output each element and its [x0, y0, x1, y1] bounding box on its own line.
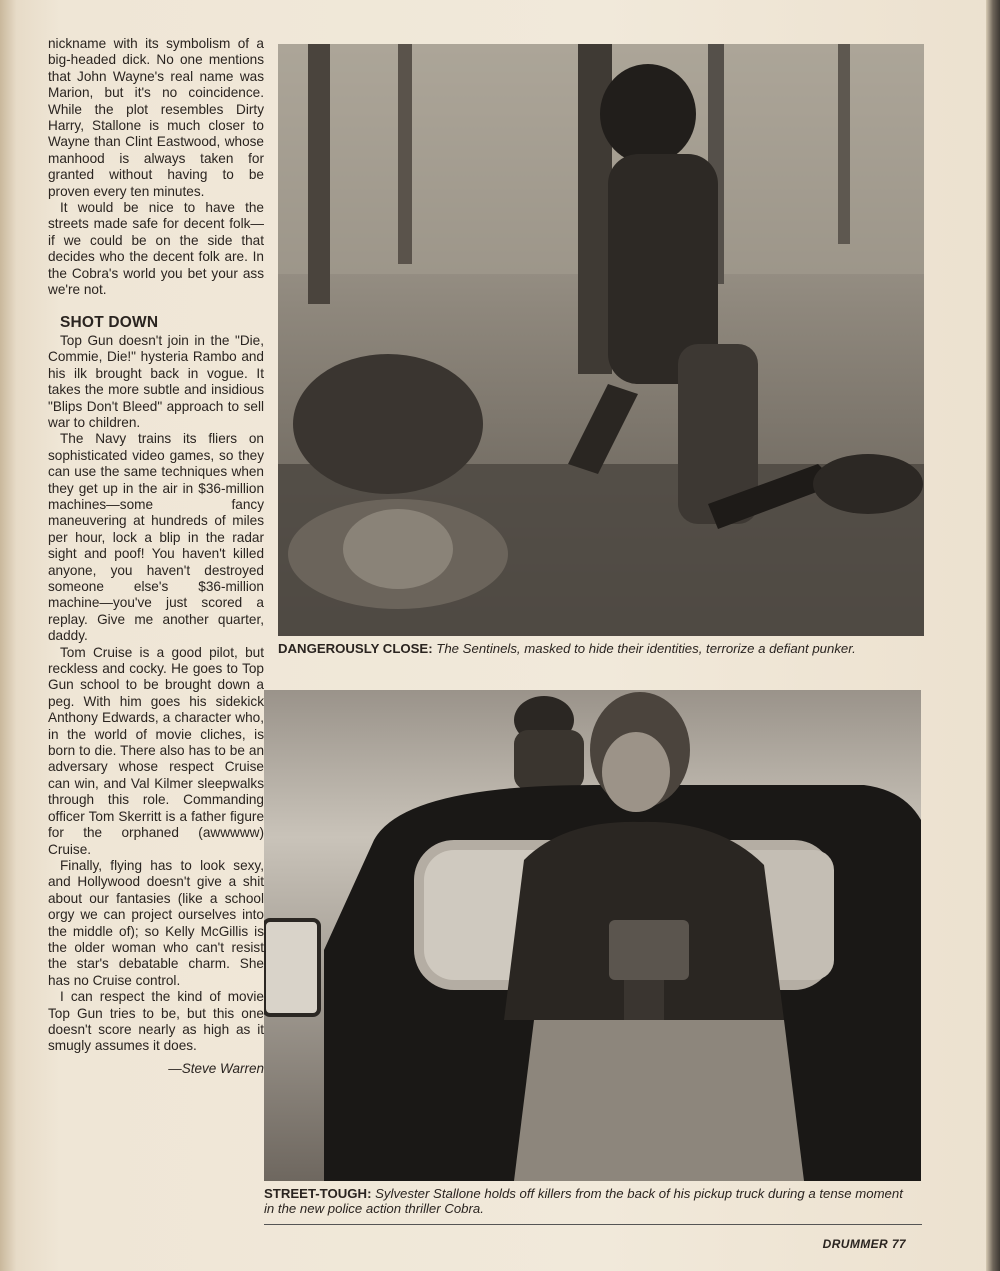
bottom-photo-caption	[264, 1186, 914, 1216]
photo-stallone-truck-image	[264, 690, 921, 1181]
photo-stallone-truck	[264, 690, 921, 1181]
binding-spine	[986, 0, 1000, 1271]
article-paragraph: It would be nice to have the streets made safe for decent folk—if we could be on the side that decides who the decent folk are. In the Cobra's world you bet your ass we're not.	[48, 200, 264, 298]
page-number: 77	[891, 1237, 906, 1251]
article-paragraph: I can respect the kind of movie Top Gun tries to be, but this one doesn't score nearly as high as it smugly assumes it does.	[48, 989, 264, 1054]
article-byline: —Steve Warren	[168, 1060, 264, 1076]
article-column	[48, 36, 264, 1077]
article-paragraph: Tom Cruise is a good pilot, but reckless and cocky. He goes to Top Gun school to be brought down a peg. With him goes his sidekick Anthony Edwards, a character who, in the world of movie cliches, is born to die. There also has to be an adversary whose respect Cruise can win, and Val Kilmer sleepwalks through this role. Commanding officer Tom Skerritt is a father figure for the orphaned (awwwww) Cruise.	[48, 644, 264, 857]
caption-text: Sylvester Stallone holds off killers from the back of his pickup truck during a tense moment in the new police action thriller Cobra.	[264, 1186, 903, 1216]
page-edge	[0, 0, 16, 1271]
photo-forest-scene-image	[278, 44, 924, 636]
caption-heading: STREET-TOUGH:	[264, 1186, 372, 1201]
caption-heading: DANGEROUSLY CLOSE:	[278, 641, 433, 656]
section-heading: SHOT DOWN	[60, 313, 159, 331]
caption-text: The Sentinels, masked to hide their identities, terrorize a defiant punker.	[436, 641, 856, 656]
magazine-name: DRUMMER	[822, 1237, 889, 1251]
photo-forest-scene	[278, 44, 924, 636]
top-photo-caption	[278, 641, 918, 656]
article-paragraph: Top Gun doesn't join in the "Die, Commie, Die!" hysteria Rambo and his ilk brought back in vogue. It takes the more subtle and insidious "Blips Don't Bleed" approach to sell war to children.	[48, 332, 264, 430]
article-paragraph: Finally, flying has to look sexy, and Hollywood doesn't give a shit about our fantasies (like a school orgy we can project ourselves into the middle of); so Kelly McGillis is the older woman who can't resist the star's debatable charm. She has no Cruise control.	[48, 857, 264, 988]
page-folio	[823, 1237, 906, 1251]
caption-rule	[264, 1224, 922, 1225]
article-paragraph: nickname with its symbolism of a big-headed dick. No one mentions that John Wayne's real name was Marion, but it's no coincidence. While the plot resembles Dirty Harry, Stallone is much closer to Wayne than Clint Eastwood, whose manhood is always taken for granted without having to be proven every ten minutes.	[48, 36, 264, 199]
article-paragraph: The Navy trains its fliers on sophisticated video games, so they can use the same techniques when they get up in the air in $36-million machines—some fancy maneuvering at hundreds of miles per hour, lock a blip in the radar sight and poof! You haven't killed anyone, you haven't destroyed someone else's $36-million machine—you've just scored a replay. Give me another quarter, daddy.	[48, 431, 264, 644]
